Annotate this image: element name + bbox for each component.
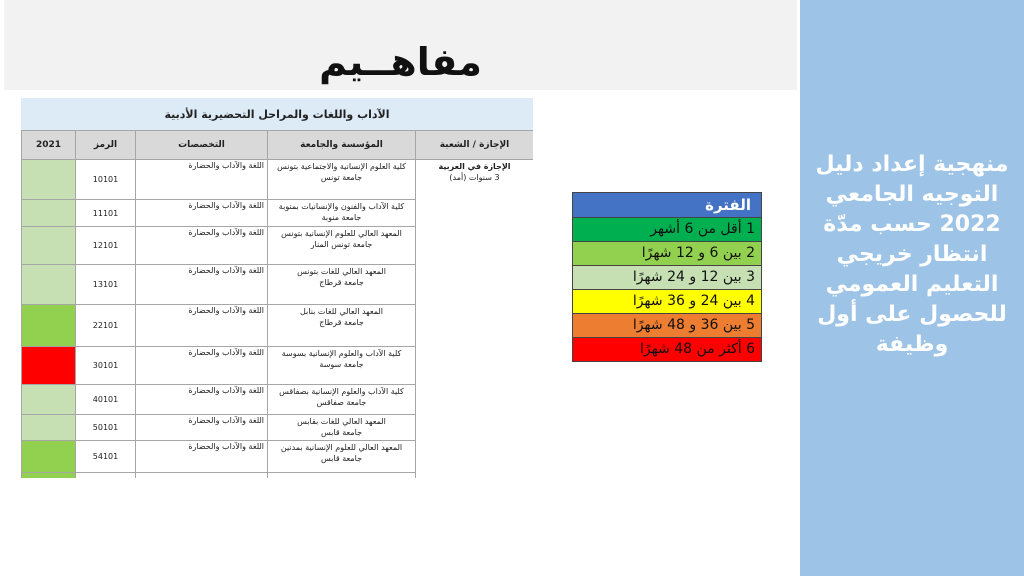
table-row xyxy=(22,160,534,200)
institution-cell xyxy=(268,305,416,347)
code-cell: 22101 xyxy=(76,305,136,347)
degree-duration: 3 سنوات (أمد) xyxy=(449,173,500,182)
specialty-cell: اللغة والآداب والحضارة xyxy=(136,415,268,441)
orientation-table xyxy=(21,98,533,478)
specialty-cell: اللغة والآداب والحضارة xyxy=(136,227,268,265)
duration-color-cell xyxy=(22,347,76,385)
header-row xyxy=(22,131,534,160)
specialty-cell: اللغة والآداب والحضارة xyxy=(136,385,268,415)
university-name: جامعة قابس xyxy=(320,428,363,437)
institution-cell xyxy=(268,347,416,385)
table-body xyxy=(22,160,534,479)
specialty-cell: اللغة والآداب والحضارة xyxy=(136,160,268,200)
duration-legend xyxy=(572,192,762,362)
code-cell: 54101 xyxy=(76,441,136,473)
degree-title: الإجازة في العربية xyxy=(438,162,511,171)
legend-item: 1 أقل من 6 أشهر xyxy=(573,218,761,242)
code-cell: 40101 xyxy=(76,385,136,415)
degree-cell xyxy=(416,160,534,479)
institution-name: المعهد العالي للغات بتونس xyxy=(297,267,386,276)
specialty-cell xyxy=(136,473,268,479)
institution-name: المعهد العالي للغات بنابل xyxy=(300,307,383,316)
duration-color-cell xyxy=(22,227,76,265)
side-panel xyxy=(800,0,1024,576)
specialty-cell: اللغة والآداب والحضارة xyxy=(136,305,268,347)
institution-name: المعهد العالي للعلوم الإنسانية بتونس xyxy=(281,229,402,238)
data-grid xyxy=(21,130,533,478)
duration-color-cell xyxy=(22,441,76,473)
institution-cell xyxy=(268,385,416,415)
institution-name: المعهد العالي للغات بقابس xyxy=(297,417,386,426)
legend-item: 4 بين 24 و 36 شهرًا xyxy=(573,290,761,314)
header-degree: الإجازة / الشعبة xyxy=(416,131,534,160)
duration-color-cell xyxy=(22,415,76,441)
institution-name: كلية الآداب والعلوم الإنسانية بسوسة xyxy=(281,349,402,358)
specialty-cell: اللغة والآداب والحضارة xyxy=(136,200,268,227)
duration-color-cell xyxy=(22,200,76,227)
institution-cell xyxy=(268,415,416,441)
duration-color-cell xyxy=(22,305,76,347)
legend-title: الفترة xyxy=(573,193,761,218)
legend-item: 5 بين 36 و 48 شهرًا xyxy=(573,314,761,338)
code-cell xyxy=(76,473,136,479)
institution-cell xyxy=(268,473,416,479)
university-name: جامعة قرطاج xyxy=(319,318,364,327)
title-band xyxy=(4,0,797,90)
header-institution: المؤسسة والجامعة xyxy=(268,131,416,160)
header-specialty: التخصصات xyxy=(136,131,268,160)
code-cell: 50101 xyxy=(76,415,136,441)
code-cell: 12101 xyxy=(76,227,136,265)
header-code: الرمز xyxy=(76,131,136,160)
duration-color-cell xyxy=(22,160,76,200)
code-cell: 13101 xyxy=(76,265,136,305)
university-name: جامعة قرطاج xyxy=(319,278,364,287)
page-title: مفاهــيم xyxy=(319,40,482,84)
institution-name: كلية الآداب والفنون والإنسانيات بمنوبة xyxy=(278,202,405,211)
specialty-cell: اللغة والآداب والحضارة xyxy=(136,265,268,305)
institution-cell xyxy=(268,200,416,227)
institution-name: كلية العلوم الإنسانية والاجتماعية بتونس xyxy=(277,162,406,171)
university-name: جامعة سوسة xyxy=(319,360,364,369)
institution-cell xyxy=(268,227,416,265)
legend-item: 2 بين 6 و 12 شهرًا xyxy=(573,242,761,266)
institution-name: كلية الآداب والعلوم الإنسانية بصفاقس xyxy=(279,387,404,396)
code-cell: 10101 xyxy=(76,160,136,200)
legend-item: 6 أكثر من 48 شهرًا xyxy=(573,338,761,361)
duration-color-cell xyxy=(22,473,76,479)
university-name: جامعة تونس xyxy=(320,173,363,182)
university-name: جامعة صفاقس xyxy=(316,398,367,407)
specialty-cell: اللغة والآداب والحضارة xyxy=(136,347,268,385)
institution-name: المعهد العالي للعلوم الإنسانية بمدنين xyxy=(280,443,403,452)
duration-color-cell xyxy=(22,385,76,415)
header-year: 2021 xyxy=(22,131,76,160)
university-name: جامعة قابس xyxy=(320,454,363,463)
institution-cell xyxy=(268,441,416,473)
university-name: جامعة منوبة xyxy=(321,213,362,222)
legend-item: 3 بين 12 و 24 شهرًا xyxy=(573,266,761,290)
code-cell: 30101 xyxy=(76,347,136,385)
university-name: جامعة تونس المنار xyxy=(310,240,373,249)
institution-cell xyxy=(268,160,416,200)
institution-cell xyxy=(268,265,416,305)
duration-color-cell xyxy=(22,265,76,305)
code-cell: 11101 xyxy=(76,200,136,227)
specialty-cell: اللغة والآداب والحضارة xyxy=(136,441,268,473)
table-caption: الآداب واللغات والمراحل التحضيرية الأدبية xyxy=(21,98,533,131)
side-panel-text: منهجية إعداد دليل التوجيه الجامعي 2022 حسب مدّة انتظار خريجي التعليم العمومي للحصول على أول وظيفة xyxy=(815,152,1009,357)
